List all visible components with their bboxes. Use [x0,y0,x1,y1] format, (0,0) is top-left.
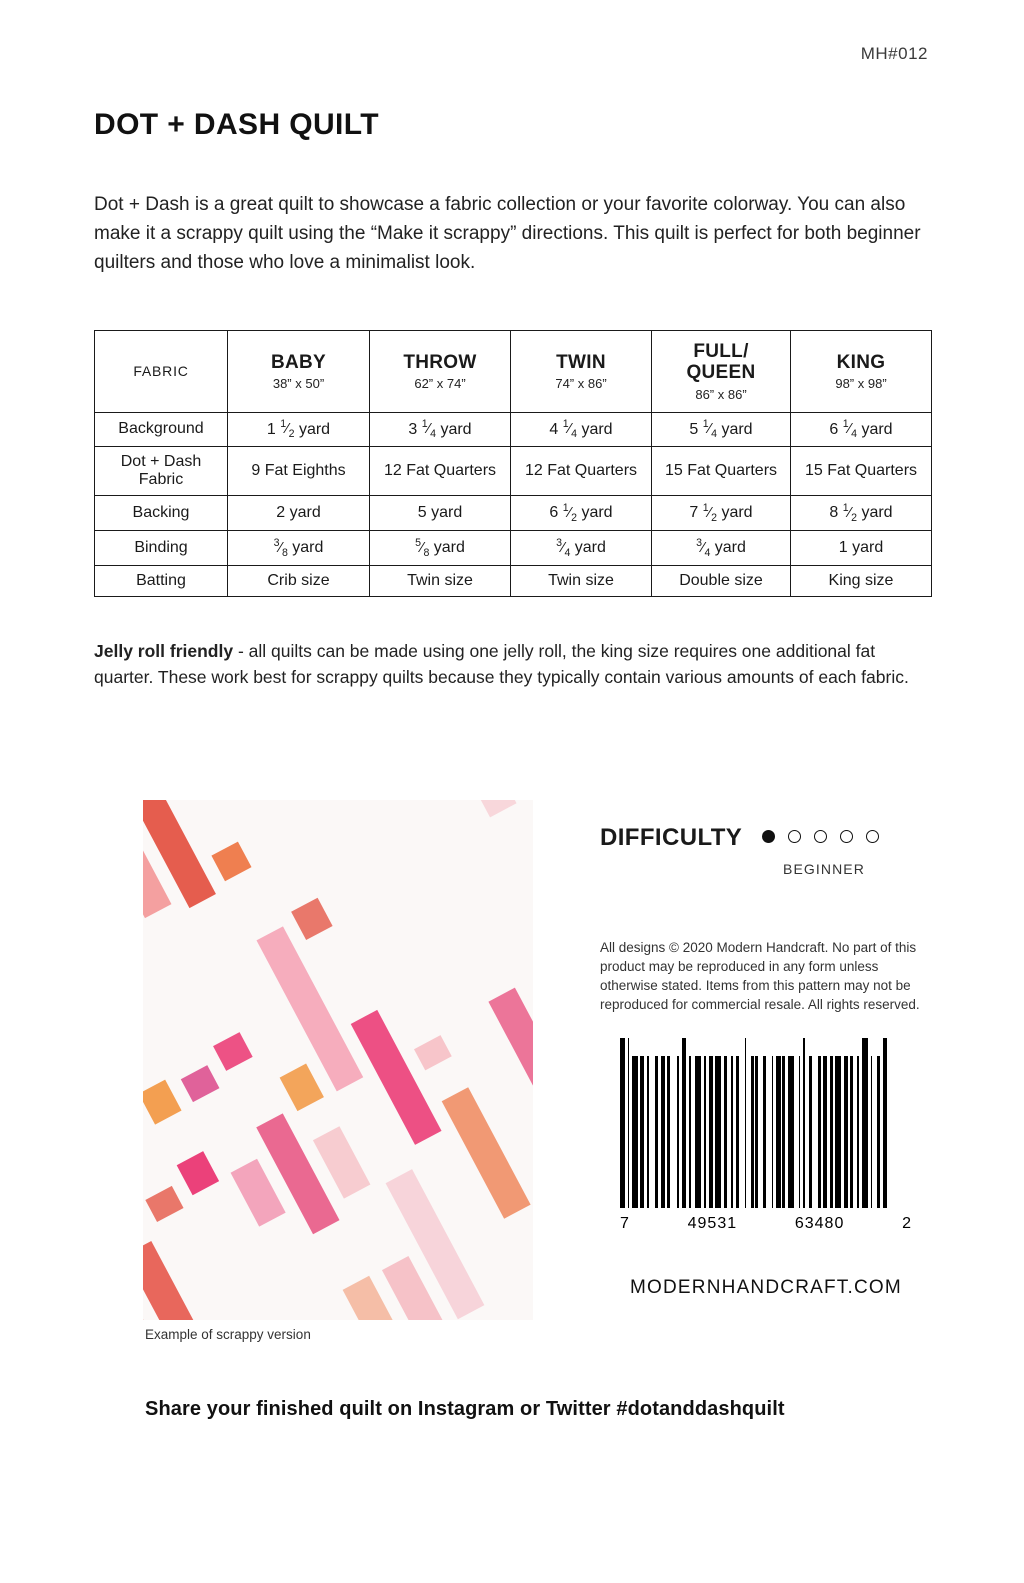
header-size-throw [370,331,511,413]
cell: 7 $^1⁄_2$ yard [652,496,791,531]
barcode-group-two: 63480 [794,1215,845,1232]
size-dims: 86” x 86” [695,386,747,402]
cell: $^3⁄_4$ yard [652,531,791,566]
photo-caption: Example of scrappy version [145,1327,311,1342]
row-label: Background [95,412,228,447]
cell: 5 $^1⁄_4$ yard [652,412,791,447]
difficulty-label: DIFFICULTY [600,824,743,851]
size-dims: 62” x 74” [414,375,466,391]
table-row [95,531,932,566]
quilt-dot [181,1066,219,1103]
cell: Twin size [370,566,511,597]
cell: $^3⁄_8$ yard [228,531,370,566]
quilt-dot [213,1032,253,1071]
size-name: FULL/ QUEEN [686,341,756,384]
row-label: Binding [95,531,228,566]
header-size-king [791,331,932,413]
barcode-right-digit: 2 [902,1215,912,1232]
quilt-dot [176,1151,218,1195]
header-size-twin [511,331,652,413]
pattern-sku: MH#012 [860,44,928,63]
quilt-dot [145,1186,184,1223]
table-row [95,447,932,496]
row-label: Batting [95,566,228,597]
barcode-bar [887,1038,889,1208]
quilt-photo [143,800,533,1320]
cell: 6 $^1⁄_2$ yard [511,496,652,531]
jelly-roll-lead: Jelly roll friendly [94,640,234,661]
difficulty-dot-filled [762,830,775,843]
cell: 15 Fat Quarters [652,447,791,496]
cell: Twin size [511,566,652,597]
cell: Double size [652,566,791,597]
row-label: Dot + Dash Fabric [95,447,228,496]
barcode-left-digit: 7 [620,1215,630,1232]
copyright-text: All designs © 2020 Modern Handcraft. No part of this product may be reproduced in any form unless otherwise stated. Items from this pattern may not be reproduced for commercial resale. All rights reserved. [600,939,920,1012]
quilt-dot [472,800,517,818]
row-label: Backing [95,496,228,531]
size-name: TWIN [556,351,606,373]
difficulty-dot-empty [814,830,827,843]
size-name: KING [836,351,886,373]
cell: 9 Fat Eighths [228,447,370,496]
cell: $^3⁄_4$ yard [511,531,652,566]
page-title: DOT + DASH QUILT [94,108,380,142]
cell: 2 yard [228,496,370,531]
header-size-baby [228,331,370,413]
size-name: BABY [270,351,327,373]
cell: 1 $^1⁄_2$ yard [228,412,370,447]
cell: 12 Fat Quarters [370,447,511,496]
size-name: THROW [403,351,477,373]
table-row [95,412,932,447]
cell: Crib size [228,566,370,597]
difficulty-dots [762,830,879,843]
cell: 12 Fat Quarters [511,447,652,496]
cell: 5 yard [370,496,511,531]
cell: 6 $^1⁄_4$ yard [791,412,932,447]
jelly-roll-text: - all quilts can be made using one jelly roll, the king size requires one additional fat quarter. These work best for scrappy quilts because they typically contain various amounts of each fabric. [94,640,909,687]
table-row [95,496,932,531]
cell: $^5⁄_8$ yard [370,531,511,566]
quilt-dot [291,898,333,940]
cell: King size [791,566,932,597]
quilt-pattern-art [143,800,533,1320]
quilt-image [143,800,533,1320]
difficulty-dot-empty [840,830,853,843]
website-url[interactable]: MODERNHANDCRAFT.COM [630,1277,902,1298]
barcode [620,1038,910,1234]
table-header-row [95,331,932,413]
cell: 15 Fat Quarters [791,447,932,496]
difficulty-level: BEGINNER [783,861,865,877]
size-dims: 74” x 86” [555,375,607,391]
difficulty-dot-empty [788,830,801,843]
barcode-bar [670,1038,678,1208]
quilt-dot [414,1035,452,1071]
barcode-group-one: 49531 [687,1215,738,1232]
jelly-roll-note [94,638,929,691]
fabric-requirements-table [94,330,932,597]
cell: 3 $^1⁄_4$ yard [370,412,511,447]
quilt-dot [280,1064,324,1111]
intro-paragraph: Dot + Dash is a great quilt to showcase a fabric collection or your favorite colorway. You can also make it a scrappy quilt using the “Make it scrappy” directions. This quilt is perfect for both beginner quilters and those who love a minimalist look. [94,194,921,273]
size-dims: 98” x 98” [835,375,887,391]
cell: 1 yard [791,531,932,566]
share-prompt: Share your finished quilt on Instagram or Twitter #dotanddashquilt [145,1398,785,1420]
cell: 4 $^1⁄_4$ yard [511,412,652,447]
barcode-bars [620,1038,910,1208]
table-row [95,566,932,597]
size-dims: 38” x 50” [272,375,325,391]
barcode-numbers [620,1215,912,1233]
quilt-dot [211,842,251,882]
header-size-full-queen [652,331,791,413]
quilt-dot [143,1080,181,1125]
header-fabric: FABRIC [95,331,228,413]
difficulty-dot-empty [866,830,879,843]
cell: 8 $^1⁄_2$ yard [791,496,932,531]
